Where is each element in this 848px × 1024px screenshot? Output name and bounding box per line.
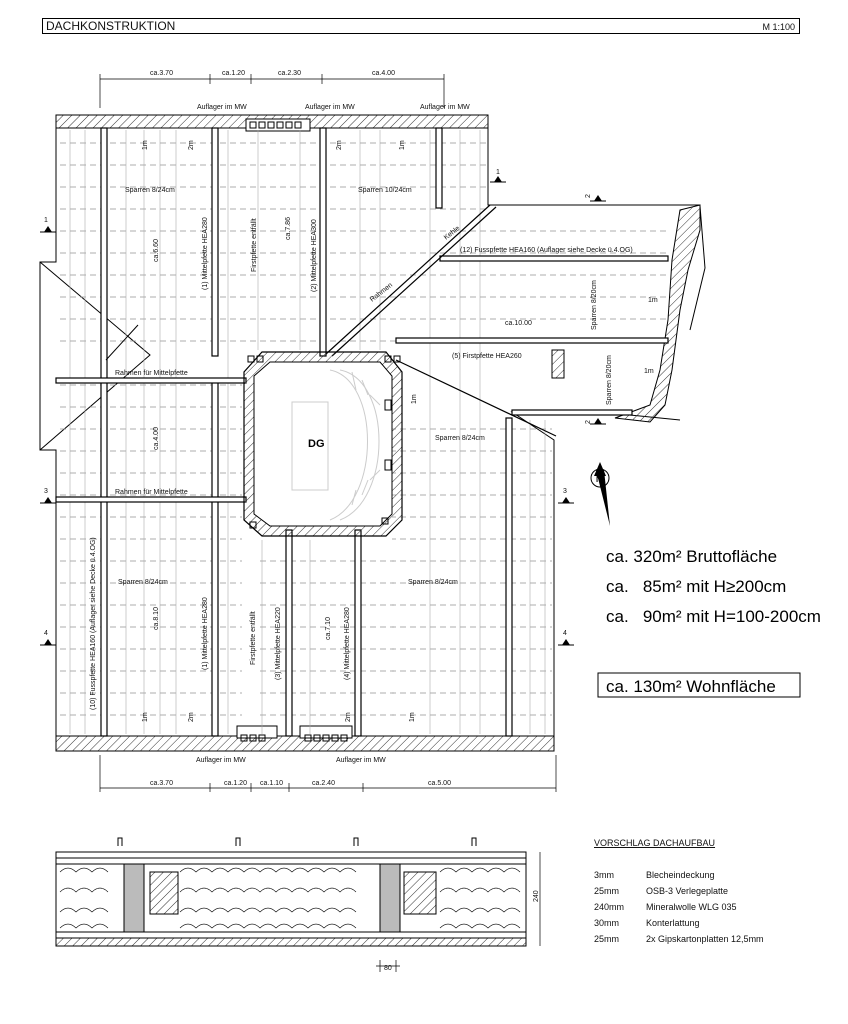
- layer-name: Blecheindeckung: [646, 870, 715, 880]
- dim-bottom-2: ca.1.20: [224, 780, 247, 787]
- one-m-g: 1m: [644, 368, 654, 375]
- north-arrow: [591, 462, 610, 526]
- layer-thickness: 25mm: [594, 934, 620, 944]
- rahmen-diagonal: Rahmen: [368, 281, 395, 304]
- drawing-title: DACHKONSTRUKTION: [46, 19, 176, 33]
- mittelpfette-4: (4) Mittelpfette HEA280: [344, 607, 351, 680]
- mittelpfette-2: (2) Mittelpfette HEA300: [311, 219, 318, 292]
- layer-thickness: 30mm: [594, 918, 620, 928]
- rahmen-lower: Rahmen für Mittelpfette: [115, 489, 188, 496]
- two-m-b: 2m: [336, 140, 343, 150]
- sparren-label-4: Sparren 8/24cm: [118, 579, 168, 586]
- mittelpfette-1-top: (1) Mittelpfette HEA280: [202, 217, 209, 290]
- one-m-b: 1m: [399, 140, 406, 150]
- area-h100: ca. 90m² mit H=100-200cm: [606, 607, 821, 626]
- layer-thickness: 240mm: [594, 902, 625, 912]
- dim-ca-7-86: ca.7.86: [285, 217, 292, 240]
- layer-row: [594, 918, 700, 928]
- sec-3-right: 3: [563, 488, 567, 495]
- dg-label: DG: [308, 438, 325, 450]
- layer-name: OSB-3 Verlegeplatte: [646, 886, 729, 896]
- area-h200: ca. 85m² mit H≥200cm: [606, 577, 787, 596]
- layer-row: [594, 870, 715, 880]
- sec-1-right: 1: [496, 169, 500, 176]
- auflager-bottom-2: Auflager im MW: [336, 757, 386, 764]
- roof-build-title: VORSCHLAG DACHAUFBAU: [594, 838, 716, 848]
- area-brutto: ca. 320m² Bruttofläche: [606, 547, 778, 566]
- sec-1-left: 1: [44, 217, 48, 224]
- fusspfette-12: (12) Fusspfette HEA160 (Auflager siehe Decke ü.4.OG): [460, 247, 633, 254]
- one-m-a: 1m: [142, 140, 149, 150]
- sparren-8-20-a: Sparren 8/20cm: [591, 280, 598, 330]
- sec-3-left: 3: [44, 488, 48, 495]
- one-m-e: 1m: [411, 394, 418, 404]
- two-m-a: 2m: [188, 140, 195, 150]
- one-m-f: 1m: [648, 297, 658, 304]
- auflager-bottom-1: Auflager im MW: [196, 757, 246, 764]
- sparren-label-5: Sparren 8/24cm: [408, 579, 458, 586]
- firstpfette-bottom: Firstpfette entfällt: [250, 611, 257, 665]
- layer-thickness: 25mm: [594, 886, 620, 896]
- dim-top-2: ca.1.20: [222, 70, 245, 77]
- layer-row: [594, 934, 764, 944]
- dim-ca-4-00: ca.4.00: [153, 427, 160, 450]
- sec-4-left: 4: [44, 630, 48, 637]
- dim-top-3: ca.2.30: [278, 70, 301, 77]
- two-m-c: 2m: [188, 712, 195, 722]
- fusspfette-10: (10) Fusspfette HEA160 (Auflager siehe Decke ü.4.OG): [90, 537, 97, 710]
- dim-bottom-3: ca.1.10: [260, 780, 283, 787]
- auflager-top-2: Auflager im MW: [305, 104, 355, 111]
- area-wohn: ca. 130m² Wohnfläche: [606, 677, 776, 696]
- layer-name: 2x Gipskartonplatten 12,5mm: [646, 934, 764, 944]
- dim-top-1: ca.3.70: [150, 70, 173, 77]
- firstpfette-5: (5) Firstpfette HEA260: [452, 353, 522, 360]
- dim-top-4: ca.4.00: [372, 70, 395, 77]
- dim-ca-8-10: ca.8.10: [153, 607, 160, 630]
- layer-row: [594, 902, 737, 912]
- layer-name: Mineralwolle WLG 035: [646, 902, 737, 912]
- one-m-c: 1m: [142, 712, 149, 722]
- mittelpfette-3: (3) Mittelpfette HEA220: [275, 607, 282, 680]
- auflager-top-3: Auflager im MW: [420, 104, 470, 111]
- dim-bottom-5: ca.5.00: [428, 780, 451, 787]
- dim-80: 80: [384, 965, 392, 972]
- sparren-label-3: Sparren 8/24cm: [435, 435, 485, 442]
- layer-thickness: 3mm: [594, 870, 614, 880]
- sparren-label-2: Sparren 10/24cm: [358, 187, 412, 194]
- one-m-d: 1m: [409, 712, 416, 722]
- dim-ca-6-60: ca.6.60: [153, 239, 160, 262]
- north-label: N: [596, 475, 602, 484]
- mittelpfette-1-bottom: (1) Mittelpfette HEA280: [202, 597, 209, 670]
- scale-label: M 1:100: [762, 22, 795, 32]
- roof-section-detail: [56, 838, 540, 972]
- sparren-label-1: Sparren 8/24cm: [125, 187, 175, 194]
- sec-2-bottom: 2: [585, 420, 592, 424]
- dim-240: 240: [533, 890, 540, 902]
- dim-bottom-1: ca.3.70: [150, 780, 173, 787]
- sparren-8-20-b: Sparren 8/20cm: [606, 355, 613, 405]
- auflager-top-1: Auflager im MW: [197, 104, 247, 111]
- layer-name: Konterlattung: [646, 918, 700, 928]
- firstpfette-top: Firstpfette entfällt: [251, 218, 258, 272]
- sec-4-right: 4: [563, 630, 567, 637]
- top-dimensions: [100, 74, 444, 108]
- dim-ca-7-10: ca.7.10: [325, 617, 332, 640]
- dim-ca-10: ca.10.00: [505, 320, 532, 327]
- layer-row: [594, 886, 728, 896]
- two-m-d: 2m: [345, 712, 352, 722]
- sec-2-top: 2: [585, 194, 592, 198]
- dim-bottom-4: ca.2.40: [312, 780, 335, 787]
- kehle-label: Kehle: [442, 225, 462, 242]
- rahmen-upper: Rahmen für Mittelpfette: [115, 370, 188, 377]
